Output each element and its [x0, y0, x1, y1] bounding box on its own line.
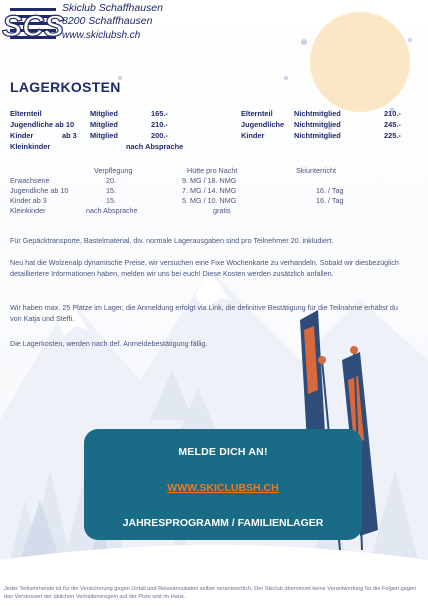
club-website: www.skiclubsh.ch	[62, 30, 141, 41]
price-value: 210.-	[151, 120, 168, 129]
detail-header-hut: Hütte pro Nacht	[187, 166, 238, 175]
detail-category: Erwachsene	[10, 176, 50, 185]
detail-food: 15.	[106, 186, 116, 195]
price-type: Nichtmitglied	[294, 109, 341, 118]
detail-lessons: 16. / Tag	[316, 196, 344, 205]
detail-hut: 9. MG / 18. NMG	[182, 176, 237, 185]
paragraph-payment: Die Lagerkosten, werden nach def. Anmeldebestätigung fällig.	[10, 339, 208, 348]
detail-hut: 7. MG / 14. NMG	[182, 186, 237, 195]
price-value: 245.-	[384, 120, 401, 129]
detail-header-lessons: Skiunterricht	[296, 166, 336, 175]
detail-category: Kinder ab 3	[10, 196, 47, 205]
detail-category: Jugendliche ab 10	[10, 186, 69, 195]
price-type: Mitglied	[90, 131, 118, 140]
price-note: nach Absprache	[126, 142, 184, 151]
signup-heading: MELDE DICH AN!	[178, 446, 268, 458]
website-link[interactable]: WWW.SKICLUBSH.CH	[167, 482, 279, 494]
detail-category: Kleinkinder	[10, 206, 46, 215]
club-address: 8200 Schaffhausen	[62, 14, 153, 27]
club-header-text	[62, 2, 163, 43]
program-subline: JAHRESPROGRAMM / FAMILIENLAGER	[122, 517, 324, 529]
paragraph-registration: Wir haben max. 25 Plätze im Lager, die Anmeldung erfolgt via Link, die definitive Bestätigung für die Teilnahme erhältst du von Katja und Steffi.	[10, 303, 398, 323]
price-category: Jugendliche	[241, 120, 285, 129]
detail-food: nach Absprache	[86, 206, 138, 215]
price-type: Mitglied	[90, 120, 118, 129]
price-value: 200.-	[151, 131, 168, 140]
club-logo	[2, 2, 64, 48]
price-type: Nichtmitglied	[294, 120, 341, 129]
price-category: Elternteil	[10, 109, 42, 118]
detail-food: 20.	[106, 176, 116, 185]
paragraph-included-costs: Für Gepäcktransporte, Bastelmaterial, div. normale Lagerausgaben sind pro Teilnehmer 20. inkludiert.	[10, 236, 334, 245]
price-category: Elternteil	[241, 109, 273, 118]
price-category: Jugendliche ab 10	[10, 120, 75, 129]
price-category: Kinder	[10, 131, 34, 140]
detail-hut: 5. MG / 10. NMG	[182, 196, 237, 205]
paragraph-dynamic-prices: Neu hat die Wolzenalp dynamische Preise, wir versuchen eine Fixe Wochenkarte zu verhandeln. Sobald wir diesbezüglich detailliertere Informationen haben, melden wir uns bei euch! Diese Kosten werden zusätzlich anfallen.	[10, 258, 399, 278]
detail-food: 15.	[106, 196, 116, 205]
price-category: Kleinkinder	[10, 142, 51, 151]
svg-text:SCS: SCS	[2, 10, 64, 43]
price-value: 225.-	[384, 131, 401, 140]
price-type: Nichtmitglied	[294, 131, 341, 140]
page-title: LAGERKOSTEN	[10, 79, 121, 95]
insurance-disclaimer: Jeder Teilnehmende ist für die Versicherung gegen Unfall und Reiseannulation selber verantwortlich. Der Skiclub übernimmt keine Verantwortung für die Folgen gegen das Verstossen der üblichen Verhaltensregeln auf der Piste und im Haus.	[4, 586, 417, 600]
price-value: 210.-	[384, 109, 401, 118]
detail-lessons: 16. / Tag	[316, 186, 344, 195]
price-value: 165.-	[151, 109, 168, 118]
signup-callout	[84, 429, 362, 540]
price-age: ab 3	[62, 131, 77, 140]
sun-shape	[310, 12, 410, 112]
club-name: Skiclub Schaffhausen	[62, 2, 163, 14]
scs-logo-icon	[2, 2, 64, 48]
price-type: Mitglied	[90, 109, 118, 118]
detail-header-food: Verpflegung	[94, 166, 133, 175]
detail-hut: gratis	[213, 206, 231, 215]
price-category: Kinder	[241, 131, 265, 140]
